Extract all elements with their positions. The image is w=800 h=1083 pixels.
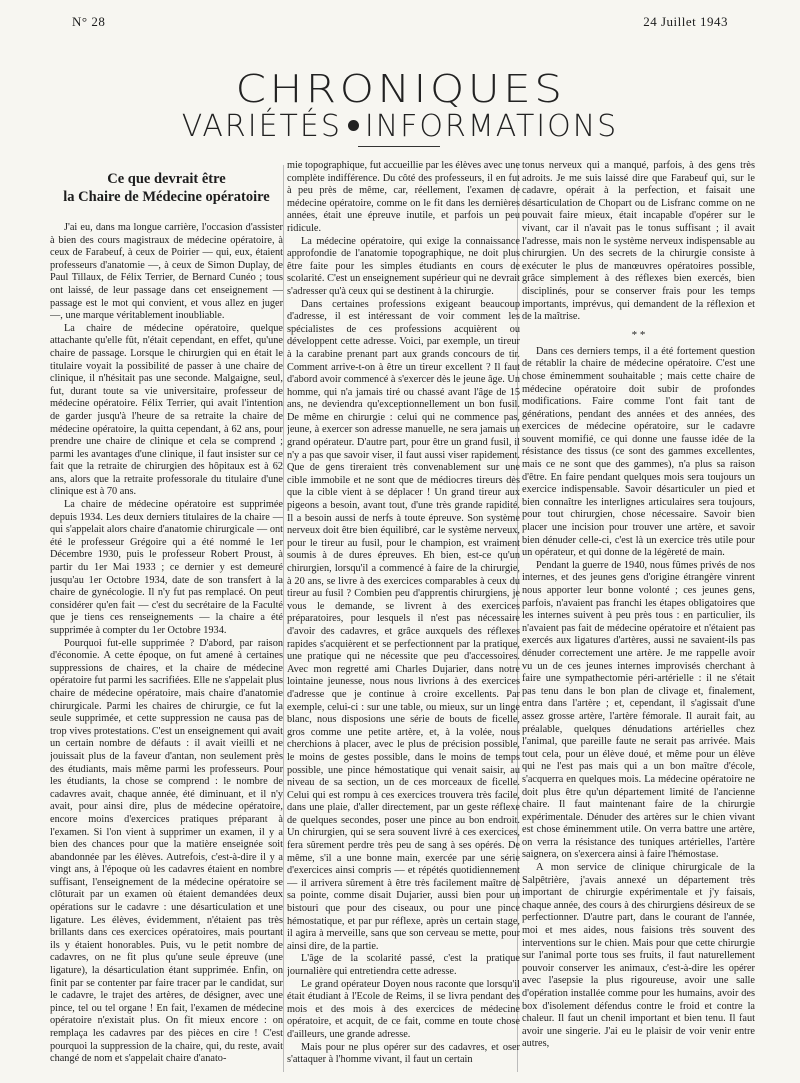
masthead	[0, 67, 800, 144]
paragraph: Dans ces derniers temps, il a été fortement question de rétablir la chaire de médecine opératoire. C'est une chose éminemment souhaitable ; mais cette chaire de médecine opératoire doit subir de profondes modifications. Faire comme l'ont fait tant de générations, pendant des années et des années, des exercices de médecine opératoire, sur le cadavre souvent momifié, ce qui donne une fausse idée de la résistance des tissus (ce sont des gammes excellentes, mais ce ne sont que des gammes), n'a plus sa raison d'être. En faire pendant quelques mois sera toujours un exercice indispensable. Savoir désarticuler un pied et bien connaître les interlignes articulaires sera toujours, pour tout chirurgien, chose nécessaire. Savoir bien placer une incision pour trouver une artère, et savoir bien dénuder celle-ci, c'est là un exercice très utile pour un opérateur, et qui donne de la légèreté de main.	[522, 345, 755, 559]
paragraph: La chaire de médecine opératoire est supprimée depuis 1934. Les deux derniers titulaires de la chaire — qui s'appelait alors chaire d'anatomie chirurgicale — ont été le professeur Grégoire qui a été nommé le 1er Décembre 1930, puis le professeur Robert Proust, à partir du 1er Mai 1933 ; ce dernier y est demeuré jusqu'au 1er Octobre 1934, date de son transfert à la chaire de gynécologie. Il n'y fut pas remplacé. On peut considérer qu'en fait — c'est du secrétaire de la Faculté que je tiens ces renseignements — la chaire a été supprimée à compter du 1er Octobre 1934.	[50, 499, 283, 636]
asterisks: * *	[631, 328, 646, 341]
paragraph: Mais pour ne plus opérer sur des cadavres, et oser s'attaquer à l'homme vivant, il faut un certain	[287, 1041, 520, 1066]
bullet-dot-icon	[348, 120, 359, 131]
issue-date: 24 Juillet 1943	[643, 14, 728, 29]
masthead-informations: INFORMATIONS	[364, 109, 619, 144]
paragraph: La médecine opératoire, qui exige la connaissance approfondie de l'anatomie topographique, ne doit plus être faite pour les simples étudiants en cours de scolarité. C'est un enseignement supérieur qui ne devrait s'adresser qu'à ceux qui se destinent à la chirurgie.	[287, 235, 520, 297]
paragraph: J'ai eu, dans ma longue carrière, l'occasion d'assister à bien des cours magistraux de médecine opératoire, à ceux de Farabeuf, à ceux de Poirier — qui, eux, étaient professeurs d'anatomie —, à ceux de Simon Duplay, de Paul Tillaux, de Félix Terrier, de Bernard Cunéo ; tous ont laissé, de leur passage dans cet enseignement — passage est le mot qui convient, et vous allez en juger —, une marque véritablement inoubliable.	[50, 222, 283, 322]
paragraph: mie topographique, fut accueillie par les élèves avec une complète indifférence. Du côté des professeurs, il en fut à peu près de même, car, réellement, l'examen de médecine opératoire, comme on le fit dans les dernières années, était une épreuve inutile, et parfois un peu ridicule.	[287, 160, 520, 234]
masthead-rule	[358, 146, 440, 147]
paragraph: tonus nerveux qui a manqué, parfois, à des gens très adroits. Je me suis laissé dire que Farabeuf qui, sur le cadavre, opérait à la perfection, et faisait une désarticulation de Chopart ou de Lisfranc comme on ne pouvait faire mieux, était incapable d'opérer sur le vivant, car il n'avait pas le tonus suffisant ; il avait l'adresse, mais non le système nerveux indispensable au chirurgien. Un des secrets de la chirurgie consiste à exécuter le plus de manœuvres opératoires possible, grâce simplement à des réflexes bien exercés, bien disciplinés, pour se conserver frais pour les temps importants, imprévus, qui demandent de la réflexion et de la maîtrise.	[522, 160, 755, 323]
section-break-asterisks	[522, 330, 755, 340]
article-title-line-2: la Chaire de Médecine opératoire	[63, 189, 270, 205]
paragraph: A mon service de clinique chirurgicale de la Salpêtrière, j'avais annexé un département très important de chirurgie expérimentale et j'y faisais, chaque année, des cours à des chirurgiens désireux de se perfectionner. D'autre part, dans le courant de l'année, moi et mes aides, nous faisions très souvent des interventions sur le chien. Mais pour que cette chirurgie sur l'animal porte tous ses fruits, il faut naturellement pouvoir conserver les animaux, c'est-à-dire les opérer avec l'asepsie la plus rigoureuse, avoir une salle d'opération installée comme pour les humains, avoir des box d'isolement défendus contre le froid et contre la chaleur. Il faut un chenil important et bien tenu. Il faut avoir une singerie. J'ai eu le plaisir de voir venir entre autres,	[522, 862, 755, 1050]
paragraph: Dans certaines professions exigeant beaucoup d'adresse, il est intéressant de voir comment les spécialistes de ces professions acquièrent ou développent cette adresse. Voici, par exemple, un tireur à la carabine prenant part aux grands concours de tir. Comment arrive-t-on à être un tireur excellent ? Il faut d'abord avoir commencé à s'exercer dès le jeune âge. Un homme, qui n'a jamais tiré ou chassé avant l'âge de 15 ans, ne deviendra qu'exceptionnellement un bon fusil. De même en chirurgie : celui qui ne commence pas, jeune, à exercer son adresse manuelle, ne sera jamais un grand opérateur. D'autre part, pour être un grand fusil, il n'y a pas que savoir viser, il faut aussi viser rapidement. Que de gens tireraient très convenablement sur une cible immobile et ne sont que de médiocres tireurs dès que la cible vient à se déplacer ! Un grand tireur aux pigeons a besoin, avant tout, d'une très grande rapidité. Il a besoin aussi de nerfs à toute épreuve. Son système nerveux doit être bien équilibré, car le système nerveux, pour le tireur au fusil, pour le champion, est vraiment soumis à de dures épreuves. Eh bien, est-ce qu'un chirurgien, lorsqu'il a commencé à faire de la chirurgie, à 20 ans, se livre à des exercices comparables à ceux du tireur au fusil ? Combien peu d'apprentis chirurgiens, je vous le demande, se livrent à des exercices préparatoires, pour lesquels il n'est pas nécessaire d'avoir des cadavres, et grâce auxquels des réflexes rapides s'acquièrent et se perfectionnent par la pratique, une pratique qui ne nécessite que peu d'accessoires. Avec mon regretté ami Charles Dujarier, dans notre lointaine jeunesse, nous nous livrions à des exercices d'adresse que je continue à croire excellents. Par exemple, celui-ci : sur une table, ou mieux, sur un linge blanc, nous disposions une série de bouts de ficelle, gros comme une petite artère, et, à la volée, nous cherchions à placer, avec le plus de précision possible, le moins de gestes possible, dans le moins de temps possible, une pince hémostatique qui venait saisir, au niveau de sa section, un de ces morceaux de ficelle. Celui qui est rompu à ces exercices trouvera très facile, dans une plaie, d'aller directement, par un geste réflexe de quelques secondes, poser une pince au bon endroit. Un chirurgien, qui se sera souvent livré à ces exercices, fera sûrement perdre très peu de sang à ses opérés. De même, s'il a une bonne main, exercée par une série d'exercices ainsi compris — et répétés quotidiennement — il arrivera sûrement à être très facilement maître de sa pointe, comme disait Dujarier, aussi bien pour un bistouri que pour des ciseaux, ou pour une pince hémostatique, et par pur réflexe, après un certain stage, il agira à merveille, sans que son cerveau se mette, pour ainsi dire, de la partie.	[287, 298, 520, 952]
issue-number: N° 28	[72, 14, 106, 29]
column-3	[522, 160, 755, 1075]
column-1	[50, 168, 283, 1083]
column-divider	[283, 165, 284, 1072]
article-title-line-1: Ce que devrait être	[107, 171, 226, 187]
paragraph: Pourquoi fut-elle supprimée ? D'abord, par raison d'économie. A cette époque, on fut amené à certaines suppressions de chaires, et la chaire de médecine opératoire fut parmi les sacrifiées. Elle ne s'appelait plus chaire de médecine opératoire, mais chaire d'anatomie chirurgicale. Parmi les chaires de chirurgie, ce fut la seule supprimée, et cette suppression ne causa pas de trop vives protestations. C'est un enseignement qui avait un certain nombre de défauts : il avait vieilli et ne jouissait plus de la faveur d'antan, non seulement près des étudiants, mais même parmi les professeurs. Pour les étudiants, la chose se comprend : le nombre de cadavres avait, chaque année, été diminuant, et il n'y avait, pour ainsi dire, plus de médecine opératoire, encore moins d'exercices pratiques préparant à l'examen. Si l'on vient à supprimer un examen, il y a bien des chances pour que la matière enseignée soit abandonnée par les élèves. Autrefois, c'est-à-dire il y a vingt ans, à l'époque où les cadavres étaient en nombre suffisant, l'enseignement de la médecine opératoire se clôturait par un examen où étaient demandées deux opérations sur le cadavre : une désarticulation et une ligature. Les élèves, évidemment, n'étaient pas très brillants dans ces exercices opératoires, mais pourtant ils y étaient honorables. Puis, vu le petit nombre de cadavres, on ne fit plus qu'une seule épreuve (une ligature), la désarticulation étant supprimée. Enfin, on finit par se contenter par faire tracer par le candidat, sur le cadavre, le trajet des artères, de désigner, avec une pince, tel ou tel organe ! En fait, l'examen de médecine opératoire n'existait plus. On fit mieux encore : on remplaça les cadavres par des pièces en cire ! C'est pourquoi la suppression de la chaire, qui, du reste, avait changé de nom et s'appelait chaire d'anato-	[50, 637, 283, 1065]
masthead-subtitle	[0, 110, 800, 144]
masthead-varietes: VARIÉTÉS	[181, 109, 342, 144]
column-2	[287, 160, 520, 1075]
paragraph: Le grand opérateur Doyen nous raconte que lorsqu'il était étudiant à l'Ecole de Reims, il se livra pendant des mois et des mois à des exercices de médecine opératoire, et acquit, de ce fait, comme en toute chose d'ailleurs, une grande adresse.	[287, 978, 520, 1040]
article-title	[50, 170, 283, 206]
paragraph: La chaire de médecine opératoire, quelque attachante qu'elle fût, n'était cependant, en effet, qu'une chaire de passage. Lorsque le chirurgien qui en était le titulaire voyait la possibilité de passer à une chaire de clinique, il n'hésitait pas une seconde. Malgaigne, seul, fut, durant toute sa vie universitaire, professeur de médecine opératoire. Félix Terrier, qui avait l'intention de garder jusqu'à l'heure de sa retraite la chaire de médecine opératoire, la quitta cependant, à 62 ans, pour prendre une chaire de clinique et cela se comprend ; parmi les avantages d'une clinique, il faut insister sur ce fait que la retraite de chirurgien des hôpitaux est à 62 ans, alors que la retraite professorale du titulaire d'une clinique est à 70 ans.	[50, 322, 283, 498]
paragraph: Pendant la guerre de 1940, nous fûmes privés de nos internes, et des jeunes gens d'origine étrangère vinrent nous apporter leur bonne volonté ; ces jeunes gens, parfois, n'avaient pas franchi les étapes obligatoires que les internes suivent à peu près tous : en particulier, ils n'avaient pas fait de médecine opératoire et n'étaient pas exercés aux ligatures d'artères, aussi ne savaient-ils pas dénuder correctement une artère. Je me rappelle avoir vu un de ces jeunes internes improvisés cherchant à faire une sympathectomie péri-artérielle : il ne s'était pas tenu dans le bon plan de clivage et, finalement, entra dans l'artère ; et, cependant, il s'agissait d'une assez grosse artère, l'artère fémorale. Il aurait fait, au préalable, quelques dénudations artérielles chez l'animal, que pareille faute ne serait pas arrivée. Mais tout cela, pour un élève doué, et même pour un élève qui ne l'est pas mais qui a un bon maître d'école, s'acquerra en quelques mois. La médecine opératoire ne doit plus être qu'un département limité de l'ancienne chaire. Il faut maintenant faire de la chirurgie expérimentale. Dénuder des artères sur le chien vivant est chose éminemment utile. On verra battre une artère, on verra la résistance des tuniques artérielles, l'artère saignera, on s'exercera ainsi à faire l'hémostase.	[522, 559, 755, 861]
paragraph: L'âge de la scolarité passé, c'est la pratique journalière qui entretiendra cette adresse.	[287, 953, 520, 977]
masthead-title: CHRONIQUES	[235, 67, 565, 111]
